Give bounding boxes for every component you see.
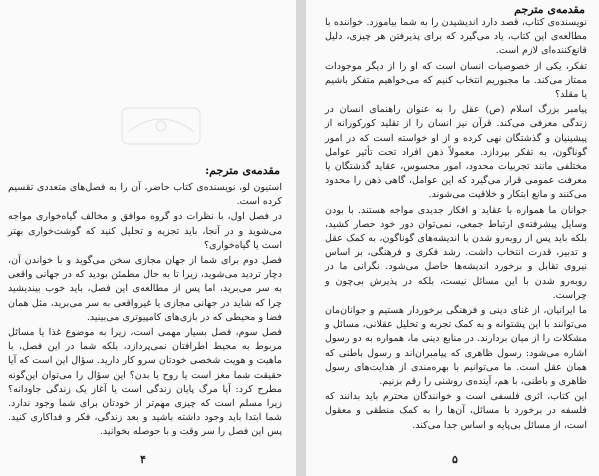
page-title: مقدمه‌ی مترجم:	[205, 164, 280, 177]
body-text	[325, 16, 587, 434]
faded-ornament	[118, 102, 204, 150]
left-page	[0, 0, 296, 476]
right-page	[306, 0, 599, 476]
paragraph: جوانان ما همواره با عقاید و افکار جدیدی مواجه هستند. با بودن وسایل پیشرفته‌ی ارتباط جمعی، نمی‌توان دور خود حصار کشید، بلکه باید پس از روبه‌رو شدن با اندیشه‌های گوناگون، به کمک عقل و تدبیر، قدرت انتخاب داشت. رشد فکری و فرهنگی، بر اساس نیروی تقابل و برخورد اندیشه‌ها حاصل می‌شود. نگرانی ما در روبه‌رو شدن با این مسائل نیست، بلکه در پذیرش بی‌چون و چراست.	[325, 204, 587, 301]
page-number: ۵	[452, 453, 458, 466]
paragraph: فصل سوم، فصل بسیار مهمی است، زیرا به موضوع غذا یا مسائل مربوط به محیط اطرافتان نمی‌پردازد، بلکه شما در این فصل، با ماهیت و هویت شخصی خودتان سرو کار دارید. سؤال این است که آیا حقیقت شما مغز است یا روح یا بدن؟ این سؤال را می‌توان این‌گونه مطرح کرد: آیا مرگ پایان زندگی است یا آغاز یک زندگی جاودانه؟ زیرا مسلم است که چیزی مهم‌تر از خودتان برای شما وجود ندارد. شما ابتدا باید وجود داشته باشید و بعد زندگی، فکر و فداکاری کنید. پس این فصل را سر وقت و با حوصله بخوانید.	[8, 327, 282, 438]
paragraph: در فصل اول، با نظرات دو گروه موافق و مخالف گیاه‌خواری مواجه می‌شوید و در آنجا، باید تجزیه و تحلیل کنید که گوشت‌خواری بهتر است یا گیاه‌خواری؟	[8, 211, 282, 251]
paragraph: نویسنده‌ی کتاب، قصد دارد اندیشیدن را به شما بیاموزد. خواننده با مطالعه‌ی این کتاب، یاد می‌گیرد که برای پذیرفتن هر چیزی، دلیل قانع‌کننده‌ای لازم است.	[325, 17, 587, 57]
paragraph: ما ایرانیان، از غنای دینی و فرهنگی برخوردار هستیم و جوانان‌مان می‌توانند با این پشتوانه و به کمک تجربه و تحلیل عقلانی، مسائل و مشکلات را از میان بردارند. در منابع دینی ما، همواره به دو رسول اشاره می‌شود: رسول ظاهری که پیامبران‌اند و رسول باطنی که همان عقل است. ما می‌توانیم با بهره‌مندی از هدایت‌های رسول ظاهری و باطنی، با هم، آینده‌ی روشنی را رقم بزنیم.	[325, 305, 587, 388]
paragraph: استیون لو، نویسنده‌ی کتاب حاضر، آن را به فصل‌های متعددی تقسیم کرده است.	[8, 182, 282, 208]
paragraph: این کتاب، اثری فلسفی است و خوانندگان محترم باید بدانند که فلسفه در برخورد با مسائل، آن‌ها را به کمک منطقی و معقول است، از مسائل بی‌پایه و اساس جدا می‌کند.	[325, 391, 587, 431]
paragraph: تفکر، یکی از خصوصیات انسان است که او را از دیگر موجودات ممتاز می‌کند. ما مجبوریم انتخاب کنیم که می‌خواهیم متفکر باشیم یا مقلد؟	[325, 60, 587, 101]
paragraph: فصل دوم برای شما از جهان مجازی سخن می‌گوید و با خواندن آن، دچار تردید می‌شوید، زیرا تا به حال مطمئن بودید که در جهانی واقعی به سر می‌برید، اما پس از مطالعه‌ی این فصل، باید خوب بیندیشید چرا که شاید در جهانی مجازی یا غیرواقعی به سر می‌برید، مثل همان فضا و محیطی که در بازی‌های کامپیوتری می‌بینید.	[8, 255, 282, 323]
running-header: مقدمه‌ی مترجم	[514, 3, 585, 16]
paragraph: پیامبر بزرگ اسلام (ص) عقل را به عنوان راهنمای انسان در زندگی معرفی می‌کند. قرآن نیز انسان را از تقلید کورکورانه از پیشینیان و گذشتگان نهی کرده و از او خواسته است که در امور گوناگون، به تفکر بپردازد. معمولاً ذهن افراد تحت تأثیر عوامل مختلفی مانند تجربیات محدود، امور محسوس، عقاید گذشتگان یا معرفت عمومی قرار می‌گیرد که این عوامل، گاهی ذهن را محدود می‌کنند و مانع ابتکار و خلاقیت می‌شوند.	[325, 104, 587, 201]
page-number: ۴	[140, 453, 146, 466]
body-text	[8, 181, 282, 441]
